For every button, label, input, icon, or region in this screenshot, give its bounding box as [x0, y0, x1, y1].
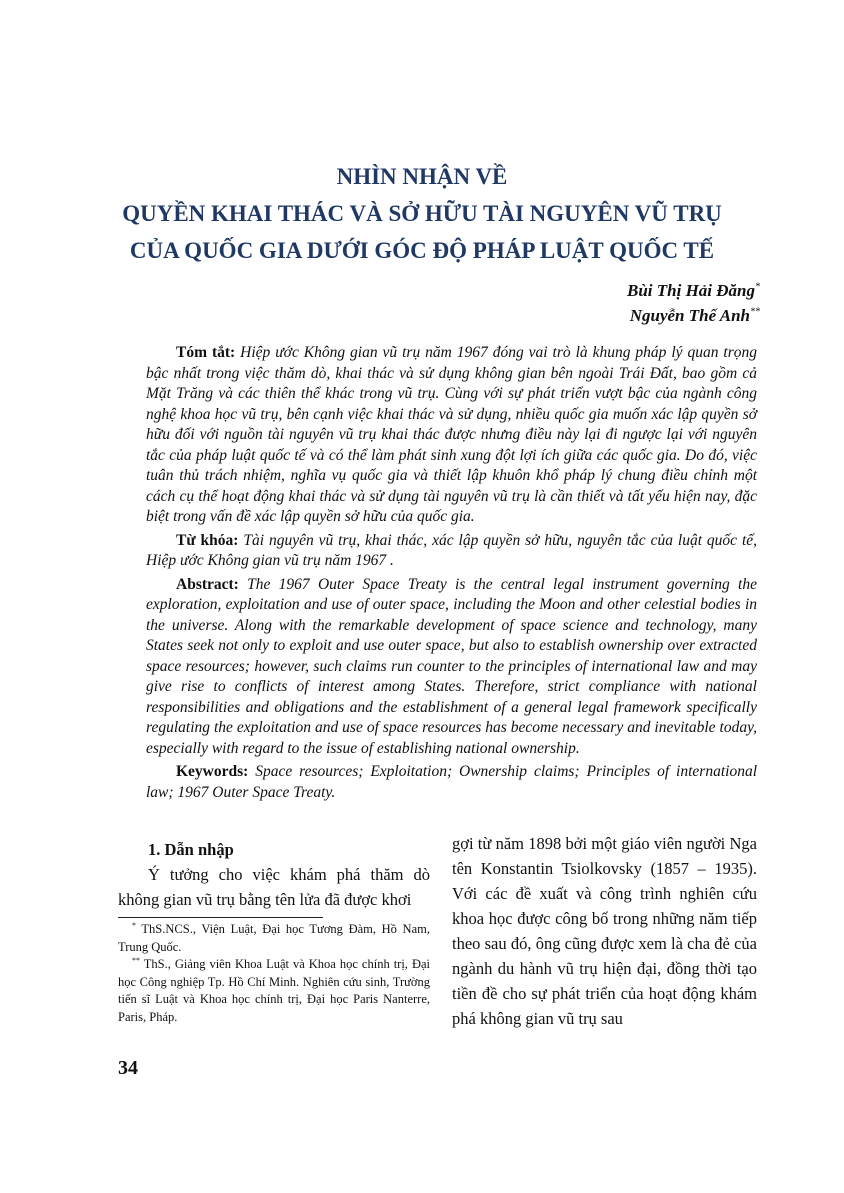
abstract-en	[146, 575, 757, 760]
footnotes	[118, 921, 430, 1026]
keywords-en-text: Space resources; Exploitation; Ownership claims; Principles of international law; 1967 Outer Space Treaty.	[146, 763, 758, 801]
body-column-right	[452, 831, 757, 1031]
keywords-en	[146, 762, 757, 803]
title-line-1: NHÌN NHẬN VỀ	[336, 164, 508, 189]
author-list	[627, 278, 760, 328]
keywords-vi-text: Tài nguyên vũ trụ, khai thác, xác lập quyền sở hữu, nguyên tắc của luật quốc tế, Hiệp ước Không gian vũ trụ năm 1967 .	[146, 531, 758, 569]
keywords-en-label: Keywords:	[176, 763, 249, 780]
footnote-1: * ThS.NCS., Viện Luật, Đại học Tương Đàm, Hồ Nam, Trung Quốc.	[118, 920, 430, 954]
author-2: Nguyễn Thế Anh**	[629, 306, 760, 325]
title-line-2: QUYỀN KHAI THÁC VÀ SỞ HỮU TÀI NGUYÊN VŨ TRỤ	[122, 201, 722, 226]
summary-vi-label: Tóm tắt:	[176, 344, 236, 361]
author-1: Bùi Thị Hải Đăng*	[626, 281, 760, 300]
abstract-en-label: Abstract:	[176, 575, 239, 593]
summary-vi-text: Hiệp ước Không gian vũ trụ năm 1967 đóng vai trò là khung pháp lý quan trọng bậc nhất trong việc thăm dò, khai thác và sử dụng không gian bên ngoài Trái Đất, bao gồm cả Mặt Trăng và các thiên thể khác trong vũ trụ. Cùng với sự phát triển vượt bậc của ngành công nghệ khoa học vũ trụ, bên cạnh việc khai thác và sử dụng, nhiều quốc gia muốn xác lập quyền sở hữu đối với nguồn tài nguyên vũ trụ khai thác được nhưng điều này lại đi ngược lại với nguyên tắc của pháp luật quốc tế và có thể làm phát sinh xung đột lợi ích giữa các quốc gia. Do đó, việc tuân thủ trách nhiệm, nghĩa vụ quốc gia và thiết lập khuôn khổ pháp lý chung điều chỉnh một cách cụ thể hoạt động khai thác và sử dụng tài nguyên vũ trụ là cần thiết và tất yếu hiện nay, đặc biệt trong vấn đề xác lập quyền sở hữu của quốc gia.	[146, 344, 758, 525]
author-1-footnote-mark: *	[755, 281, 760, 293]
section-heading: 1. Dẫn nhập	[148, 840, 234, 859]
abstract-section	[146, 343, 757, 806]
keywords-vi-label: Từ khóa:	[176, 531, 239, 549]
summary-vi	[146, 343, 757, 528]
keywords-vi	[146, 531, 757, 572]
footnote-2: ** ThS., Giảng viên Khoa Luật và Khoa học chính trị, Đại học Công nghiệp Tp. Hồ Chí Minh. Nghiên cứu sinh, Trường tiến sĩ Luật và Khoa học chính trị, Đại học Paris Nanterre, Paris, Pháp.	[118, 955, 430, 1024]
body-paragraph-right: gợi từ năm 1898 bởi một giáo viên người Nga tên Konstantin Tsiolkovsky (1857 – 1935). Với các đề xuất và công trình nghiên cứu khoa học được công bố trong những năm tiếp theo sau đó, ông cũng được xem là cha đẻ của ngành du hành vũ trụ hiện đại, đồng thời tạo tiền đề cho sự phát triển của hoạt động khám phá không gian vũ trụ sau	[452, 834, 757, 1028]
body-column-left	[118, 837, 430, 912]
article-title	[100, 158, 744, 269]
title-line-3: CỦA QUỐC GIA DƯỚI GÓC ĐỘ PHÁP LUẬT QUỐC TẾ	[129, 238, 715, 263]
abstract-en-text: The 1967 Outer Space Treaty is the central legal instrument governing the exploration, exploitation and use of outer space, including the Moon and other celestial bodies in the universe. Along with the remarkable development of space science and technology, many States seek not only to exploit and use outer space, but also to establish ownership over extracted space resources; however, such claims run counter to the principles of international law and may give rise to conflicts of interest among States. Therefore, strict compliance with national responsibilities and obligations and the establishment of a general legal framework specifically regulating the exploitation and use of space resources has become necessary and inevitable today, especially with regard to the issue of establishing national ownership.	[146, 575, 757, 757]
page-number: 34	[118, 1057, 138, 1079]
footnote-divider	[118, 917, 323, 918]
author-2-footnote-mark: **	[750, 306, 760, 318]
body-paragraph-left: Ý tưởng cho việc khám phá thăm dò không gian vũ trụ bằng tên lửa đã được khơi	[118, 865, 430, 909]
